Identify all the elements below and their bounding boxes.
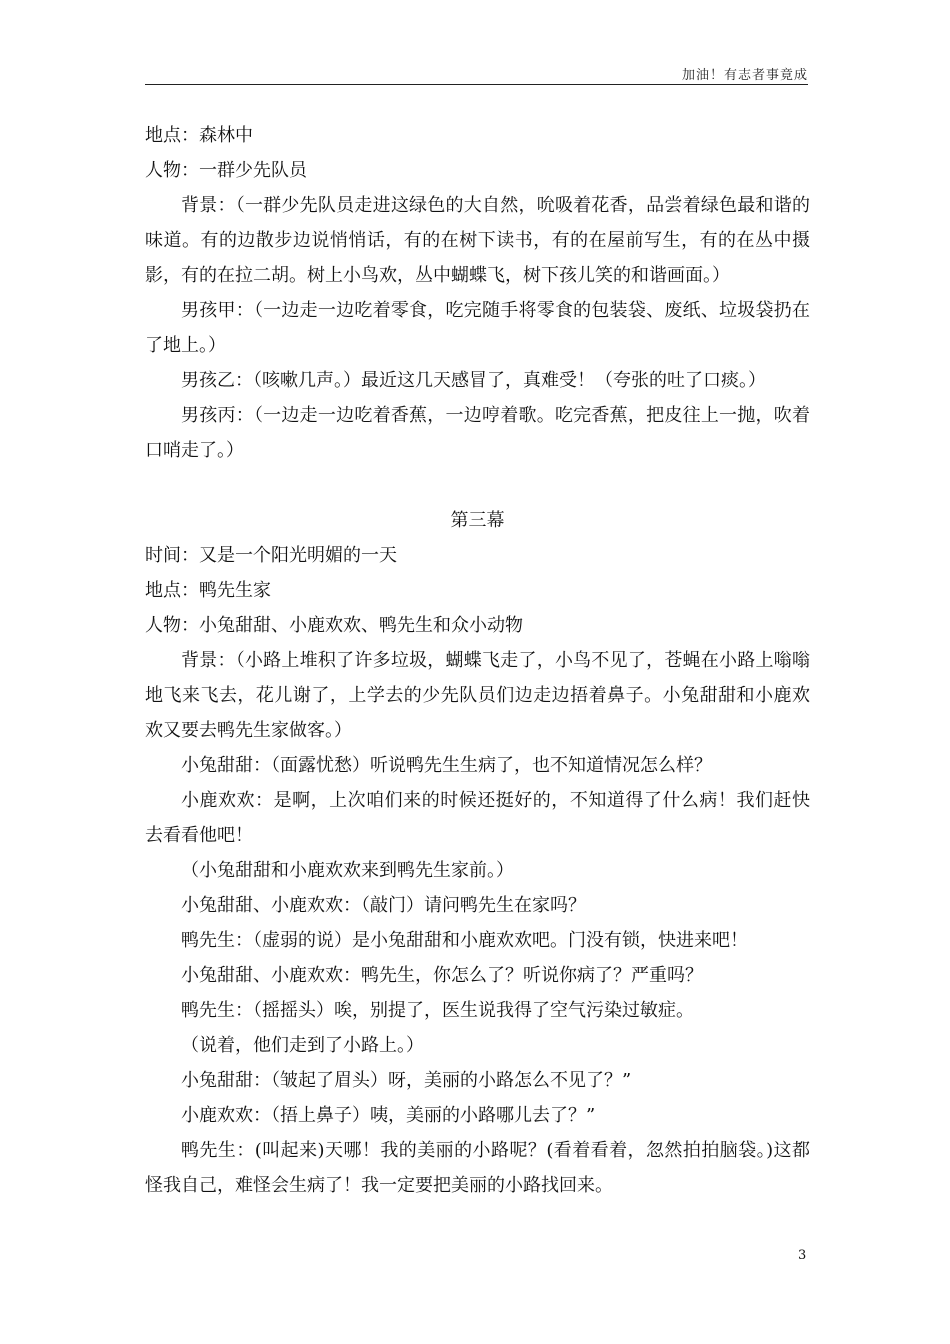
scene2-people: 人物：一群少先队员 — [145, 160, 307, 181]
document-body — [145, 118, 810, 1203]
page-number: 3 — [798, 1248, 807, 1263]
dialogue-line: 鸭先生：(叫起来)天哪！我的美丽的小路呢？(看着看着，忽然拍拍脑袋。)这都怪我自己，难怪会生病了！我一定要把美丽的小路找回来。 — [145, 1140, 810, 1196]
dialogue-line: 小兔甜甜、小鹿欢欢：（敲门）请问鸭先生在家吗？ — [181, 895, 586, 916]
page-header — [145, 62, 808, 85]
header-motto: 加油！有志者事竟成 — [681, 68, 808, 83]
scene3-background: 背景：（小路上堆积了许多垃圾，蝴蝶飞走了，小鸟不见了，苍蝇在小路上嗡嗡地飞来飞去，花儿谢了，上学去的少先队员们边走边捂着鼻子。小兔甜甜和小鹿欢欢又要去鸭先生家做客。） — [145, 650, 810, 741]
section-gap — [145, 468, 810, 503]
scene3-people: 人物：小兔甜甜、小鹿欢欢、鸭先生和众小动物 — [145, 615, 523, 636]
scene3-time: 时间：又是一个阳光明媚的一天 — [145, 545, 397, 566]
stage-direction: （小兔甜甜和小鹿欢欢来到鸭先生家前。） — [181, 860, 514, 881]
dialogue-boy-b: 男孩乙：（咳嗽几声。）最近这几天感冒了，真难受！（夸张的吐了口痰。） — [181, 370, 766, 391]
dialogue-line: 鸭先生：（虚弱的说）是小兔甜甜和小鹿欢欢吧。门没有锁，快进来吧！ — [181, 930, 748, 951]
scene3-place: 地点：鸭先生家 — [145, 580, 271, 601]
scene3-title: 第三幕 — [450, 510, 505, 531]
scene2-background: 背景：（一群少先队员走进这绿色的大自然，吮吸着花香，品尝着绿色最和谐的味道。有的边散步边说悄悄话，有的在树下读书，有的在屋前写生，有的在丛中摄影，有的在拉二胡。树上小鸟欢，丛中蝴蝶飞，树下孩儿笑的和谐画面。） — [145, 195, 810, 286]
stage-direction: （说着，他们走到了小路上。） — [181, 1035, 424, 1056]
dialogue-line: 小鹿欢欢：（捂上鼻子）咦，美丽的小路哪儿去了？” — [181, 1105, 596, 1126]
dialogue-line: 小兔甜甜、小鹿欢欢：鸭先生，你怎么了？听说你病了？严重吗？ — [181, 965, 703, 986]
dialogue-line: 小兔甜甜：（面露忧愁）听说鸭先生生病了，也不知道情况怎么样？ — [181, 755, 712, 776]
dialogue-line: 小鹿欢欢：是啊，上次咱们来的时候还挺好的，不知道得了什么病！我们赶快去看看他吧！ — [145, 790, 810, 846]
dialogue-line: 小兔甜甜：（皱起了眉头）呀，美丽的小路怎么不见了？” — [181, 1070, 632, 1091]
dialogue-boy-a: 男孩甲：（一边走一边吃着零食，吃完随手将零食的包装袋、废纸、垃圾袋扔在了地上。） — [145, 300, 810, 356]
scene2-place: 地点：森林中 — [145, 125, 253, 146]
dialogue-boy-c: 男孩丙：（一边走一边吃着香蕉，一边哼着歌。吃完香蕉，把皮往上一抛，吹着口哨走了。） — [145, 405, 810, 461]
dialogue-line: 鸭先生：（摇摇头）唉，别提了，医生说我得了空气污染过敏症。 — [181, 1000, 694, 1021]
